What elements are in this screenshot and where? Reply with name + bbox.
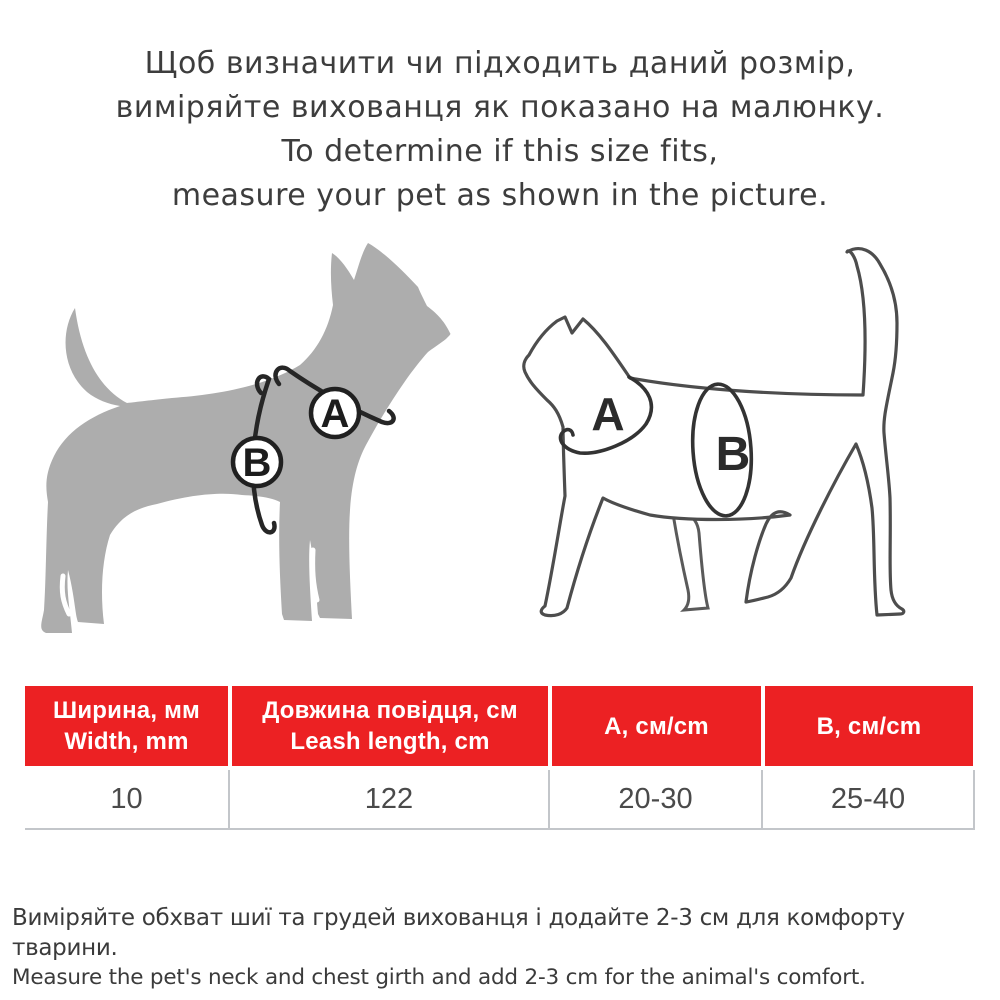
header-leash-en: Leash length, cm bbox=[290, 728, 490, 755]
dog-badge-a-label: A bbox=[320, 392, 350, 436]
cat-label-b: B bbox=[715, 428, 751, 481]
header-a-label: A, см/cm bbox=[604, 712, 709, 740]
header-b-label: B, см/cm bbox=[816, 712, 922, 740]
note-line-en: Measure the pet's neck and chest girth and add 2-3 cm for the animal's comfort. bbox=[12, 965, 866, 990]
cat-body-outline bbox=[524, 249, 904, 616]
size-table-cell-b: 25-40 bbox=[763, 770, 975, 830]
header-width-ua: Ширина, мм bbox=[53, 697, 200, 724]
size-table bbox=[25, 686, 975, 830]
size-table-header-leash-length bbox=[230, 686, 550, 770]
dog-body-shape bbox=[41, 243, 450, 633]
size-table-header-a bbox=[550, 686, 763, 770]
page-title bbox=[0, 42, 1000, 218]
size-table-cell-a: 20-30 bbox=[550, 770, 763, 830]
title-line-en-1: To determine if this size fits, bbox=[281, 134, 719, 169]
note-line-ua: Виміряйте обхват шиї та грудей вихованця і додайте 2-3 см для комфорту тварини. bbox=[12, 905, 905, 961]
title-line-ua-1: Щоб визначити чи підходить даний розмір, bbox=[144, 46, 856, 81]
measurement-figures bbox=[0, 238, 1000, 658]
cat-label-a: A bbox=[591, 388, 625, 440]
measurement-note bbox=[12, 903, 992, 992]
size-table-header-b bbox=[763, 686, 975, 770]
size-table-cell-width: 10 bbox=[25, 770, 230, 830]
cat-outline-illustration bbox=[505, 238, 975, 638]
title-line-ua-2: виміряйте вихованця як показано на малюнку. bbox=[115, 90, 885, 125]
dog-badge-b-label: B bbox=[242, 441, 272, 485]
size-table-header-width bbox=[25, 686, 230, 770]
header-width-en: Width, mm bbox=[64, 728, 189, 755]
title-line-en-2: measure your pet as shown in the picture. bbox=[171, 178, 829, 213]
cat-far-front-leg bbox=[673, 514, 708, 610]
header-leash-ua: Довжина повідця, см bbox=[262, 697, 518, 724]
dog-silhouette-illustration bbox=[32, 240, 472, 650]
size-table-cell-leash-length: 122 bbox=[230, 770, 550, 830]
